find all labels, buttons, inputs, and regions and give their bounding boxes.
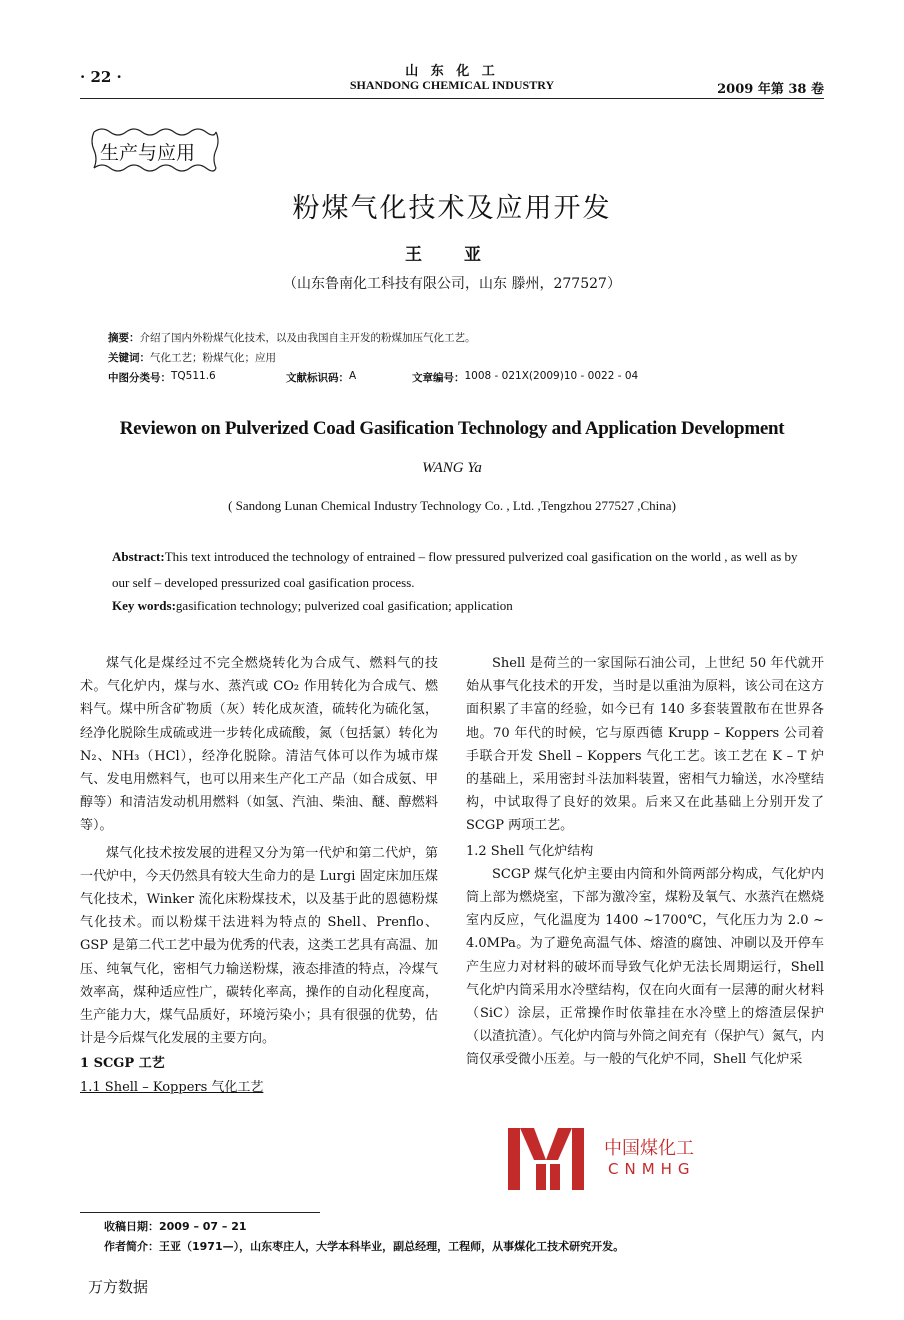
article-title-en: Reviewon on Pulverized Coad Gasification Technology and Application Development	[119, 418, 785, 439]
section-tag	[88, 124, 220, 174]
section-heading-1-2: 1.2 Shell 气化炉结构	[466, 843, 594, 859]
section-heading-1: 1 SCGP 工艺	[80, 1056, 165, 1072]
page-number: · 22 ·	[80, 68, 122, 86]
keywords-en-label: Key words:	[112, 598, 176, 613]
author-en: WANG Ya	[422, 460, 482, 476]
author-cn: 王 亚	[405, 245, 499, 265]
abstract-en	[112, 544, 812, 596]
affiliation-cn: （山东鲁南化工科技有限公司，山东 滕州，277527）	[283, 276, 621, 292]
issue-label: 2009 年第 38 卷	[717, 82, 824, 97]
doc-code-value: A	[349, 370, 357, 382]
section-heading-1-1: 1.1 Shell – Koppers 气化工艺	[80, 1079, 264, 1095]
watermark-name: 中国煤化工	[602, 1134, 696, 1160]
paragraph: Shell 是荷兰的一家国际石油公司，上世纪 50 年代就开始从事气化技术的开发，当时是以重油为原料，该公司在这方面积累了丰富的经验，如今已有 140 多套装置散布在世界各地。70 年代的时候，它与原西德 Krupp – Koppers 公司着手联合开发 Shell – Koppers 气化工艺。该工艺在 K – T 炉的基础上，采用密封斗法加料装置，密相气力输送，水冷壁结构，中试取得了良好的效果。后来又在此基础上分别开发了 SCGP 两项工艺。	[466, 656, 824, 834]
class-label: 中图分类号：	[108, 372, 171, 384]
abstract-en-text: This text introduced the technology of entrained – flow pressured pulverized coal gasification on the world , as well as by our self – developed pressurized coal gasification process.	[112, 549, 798, 590]
keywords-cn-text: 气化工艺；粉煤气化；应用	[150, 352, 276, 364]
watermark-sub: CNMHG	[608, 1160, 696, 1178]
affiliation-en: ( Sandong Lunan Chemical Industry Technology Co. , Ltd. ,Tengzhou 277527 ,China)	[228, 498, 676, 513]
abstract-cn-label: 摘要：	[108, 332, 140, 344]
source-label: 万方数据	[88, 1278, 149, 1296]
class-value: TQ511.6	[171, 370, 216, 382]
paragraph: 煤气化是煤经过不完全燃烧转化为合成气、燃料气的技术。气化炉内，煤与水、蒸汽或 CO₂ 作用转化为合成气、燃料气。煤中所含矿物质（灰）转化成灰渣，硫转化为硫化氢，经净化脱除生成硫或进一步转化成硫酸，氮（包括氯）转化为 N₂、NH₃（HCl），经净化脱除。清洁气体可以作为城市煤气、发电用燃料气，也可以用来生产化工产品（如合成氨、甲醇等）和清洁发动机用燃料（如氢、汽油、柴油、醚、醇燃料等）。	[80, 656, 438, 834]
body-column-left	[80, 652, 438, 1099]
watermark	[506, 1124, 826, 1200]
journal-name-cn: 山 东 化 工	[405, 64, 499, 79]
paragraph: 煤气化技术按发展的进程又分为第一代炉和第二代炉，第一代炉中，今天仍然具有较大生命力的是 Lurgi 固定床加压煤气化技术，Winker 流化床粉煤技术，以及基于此的恩德粉煤气化技术。而以粉煤干法进料为特点的 Shell、Prenflo、GSP 是第二代工艺中最为优秀的代表，这类工艺具有高温、加压、纯氧气化，密相气力输送粉煤，液态排渣的特点，冷煤气效率高，煤种适应性广，碳转化率高，操作的自动化程度高，生产能力大，煤气品质好，环境污染小；具有很强的优势，估计是今后煤气化发展的主要方向。	[80, 845, 438, 1047]
watermark-logo-icon	[506, 1124, 596, 1194]
author-bio: 作者简介：王亚（1971—），山东枣庄人，大学本科毕业，副总经理，工程师，从事煤化工技术研究开发。	[104, 1240, 625, 1253]
keywords-en-text: gasification technology; pulverized coal gasification; application	[175, 598, 513, 613]
doc-code-label: 文献标识码：	[286, 372, 349, 384]
footnote-rule	[80, 1212, 320, 1213]
journal-name-en: SHANDONG CHEMICAL INDUSTRY	[349, 78, 555, 92]
abstract-en-label: Abstract:	[112, 549, 165, 564]
received-date: 收稿日期：2009 – 07 – 21	[104, 1220, 247, 1233]
body-column-right	[466, 652, 824, 1072]
keywords-cn-label: 关键词：	[108, 352, 150, 364]
article-number-label: 文章编号：	[412, 372, 465, 384]
article-title-cn: 粉煤气化技术及应用开发	[292, 193, 612, 224]
keywords-en	[112, 598, 812, 614]
abstract-cn-text: 介绍了国内外粉煤气化技术，以及由我国自主开发的粉煤加压气化工艺。	[139, 332, 476, 344]
header-rule	[80, 98, 824, 99]
section-label: 生产与应用	[100, 142, 196, 164]
article-number-value: 1008 - 021X(2009)10 - 0022 - 04	[464, 370, 639, 382]
paragraph: SCGP 煤气化炉主要由内筒和外筒两部分构成，气化炉内筒上部为燃烧室，下部为激冷室，煤粉及氧气、水蒸汽在燃烧室内反应，气化温度为 1400 ~1700℃，气化压力为 2.0 ~ 4.0MPa。为了避免高温气体、熔渣的腐蚀、冲刷以及开停车产生应力对材料的破坏而导致气化炉无法长周期运行，Shell 气化炉内筒采用水冷壁结构，仅在向火面有一层薄的耐火材料（SiC）涂层，正常操作时依靠挂在水冷壁上的熔渣层保护（以渣抗渣）。气化炉内筒与外筒之间充有（保护气）氮气，内筒仅承受微小压差。与一般的气化炉不同，Shell 气化炉采	[466, 866, 824, 1068]
abstract-cn	[108, 330, 476, 345]
keywords-cn	[108, 350, 276, 365]
